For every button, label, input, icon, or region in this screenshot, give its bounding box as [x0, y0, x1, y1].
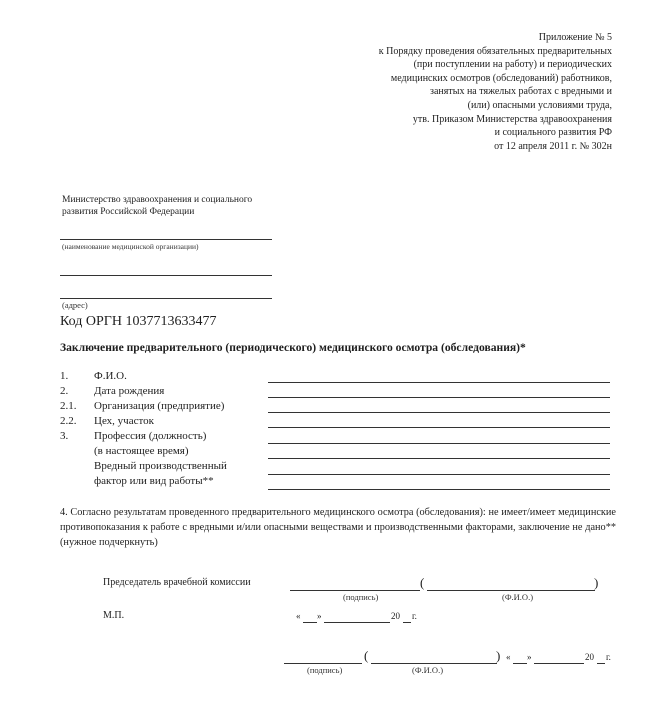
list-item — [60, 414, 227, 429]
ministry-line: Министерство здравоохранения и социального — [62, 195, 253, 205]
list-item-extra — [60, 474, 227, 489]
date-year-line[interactable] — [403, 622, 411, 623]
organization-input-line[interactable] — [268, 412, 610, 413]
date-year-suffix: г. — [412, 611, 417, 621]
bottom-signature-caption: (подпись) — [307, 665, 343, 675]
appendix-header-line: к Порядку проведения обязательных предварительных — [378, 45, 612, 57]
profession-input-line[interactable] — [268, 443, 610, 444]
item-number: 2.1. — [60, 400, 77, 412]
chairman-signature-line[interactable] — [290, 590, 420, 591]
bottom-date-year-line[interactable] — [597, 663, 605, 664]
fio-input-line[interactable] — [268, 382, 610, 383]
item-number: 2.2. — [60, 415, 77, 427]
ogrn-code: Код ОРГН 1037713633477 — [60, 314, 217, 329]
appendix-header-line: Приложение № 5 — [538, 32, 612, 43]
appendix-header-line: (при поступлении на работу) и периодических — [413, 59, 612, 71]
item-label: (в настоящее время) — [94, 445, 189, 457]
date-year-prefix: 20 — [391, 611, 400, 621]
bottom-date-year-prefix: 20 — [585, 652, 594, 662]
stamp-label: М.П. — [103, 610, 125, 621]
item-label: Профессия (должность) — [94, 430, 207, 442]
bottom-date-day-line[interactable] — [513, 663, 527, 664]
item-number: 3. — [60, 430, 69, 442]
workshop-input-line[interactable] — [268, 427, 610, 428]
bottom-date-quote-open: « — [506, 652, 511, 662]
date-month-line[interactable] — [324, 622, 390, 623]
chairman-fio-open-paren: ( — [420, 575, 425, 590]
item-label: Ф.И.О. — [94, 370, 127, 382]
birthdate-input-line[interactable] — [268, 397, 610, 398]
date-quote-close: » — [317, 611, 322, 621]
item-number: 2. — [60, 385, 69, 397]
document-title: Заключение предварительного (периодического) медицинского осмотра (обследования)* — [60, 341, 526, 354]
list-item — [60, 399, 227, 414]
appendix-header-line: медицинских осмотров (обследований) работников, — [390, 72, 612, 84]
list-item — [60, 429, 227, 444]
list-item-extra — [60, 459, 227, 474]
list-item — [60, 369, 227, 384]
ministry-line: развития Российской Федерации — [62, 207, 195, 217]
bottom-date-quote-close: » — [527, 652, 532, 662]
conclusion-text: 4. Согласно результатам проведенного предварительного медицинского осмотра (обследования): не имеет/имеет медицинские противопоказания к работе с вредными и/или опасными веществами и производственными факторами, заключение не дано** (нужное подчеркнуть) — [60, 507, 616, 548]
chairman-fio-line[interactable] — [427, 590, 595, 591]
profession-input-line-2[interactable] — [268, 458, 610, 459]
bottom-fio-caption: (Ф.И.О.) — [412, 665, 444, 675]
address-caption: (адрес) — [62, 300, 88, 310]
item-label: фактор или вид работы** — [94, 475, 214, 487]
date-quote-open: « — [296, 611, 301, 621]
address-line — [60, 298, 272, 299]
chairman-fio-close-paren: ) — [594, 575, 599, 590]
date-day-line[interactable] — [303, 622, 317, 623]
list-item-extra — [60, 444, 227, 459]
appendix-header-line: занятых на тяжелых работах с вредными и — [430, 86, 612, 98]
ministry-name — [62, 194, 282, 218]
appendix-header — [292, 31, 612, 153]
item-label: Организация (предприятие) — [94, 400, 225, 412]
item-label: Вредный производственный — [94, 460, 227, 472]
bottom-fio-line[interactable] — [371, 663, 497, 664]
org-name-caption: (наименование медицинской организации) — [62, 242, 199, 251]
appendix-header-line: и социального развития РФ — [494, 127, 612, 139]
bottom-signature-line[interactable] — [284, 663, 362, 664]
chairman-fio-caption: (Ф.И.О.) — [502, 592, 534, 602]
appendix-header-line: утв. Приказом Министерства здравоохранения — [412, 113, 612, 125]
org-line-2 — [60, 275, 272, 276]
harmful-factor-input-line-2[interactable] — [268, 489, 610, 490]
fields-list — [60, 369, 227, 489]
chairman-label: Председатель врачебной комиссии — [103, 577, 251, 588]
item-label: Цех, участок — [94, 415, 154, 427]
item-label: Дата рождения — [94, 385, 165, 397]
bottom-date-month-line[interactable] — [534, 663, 584, 664]
chairman-signature-caption: (подпись) — [343, 592, 379, 602]
list-item — [60, 384, 227, 399]
org-name-line — [60, 239, 272, 240]
bottom-fio-close-paren: ) — [496, 648, 501, 663]
bottom-date-year-suffix: г. — [606, 652, 611, 662]
bottom-fio-open-paren: ( — [364, 648, 369, 663]
item-number: 1. — [60, 370, 69, 382]
harmful-factor-input-line[interactable] — [268, 474, 610, 475]
appendix-header-line: от 12 апреля 2011 г. № 302н — [494, 140, 612, 152]
appendix-header-line: (или) опасными условиями труда, — [467, 99, 612, 111]
